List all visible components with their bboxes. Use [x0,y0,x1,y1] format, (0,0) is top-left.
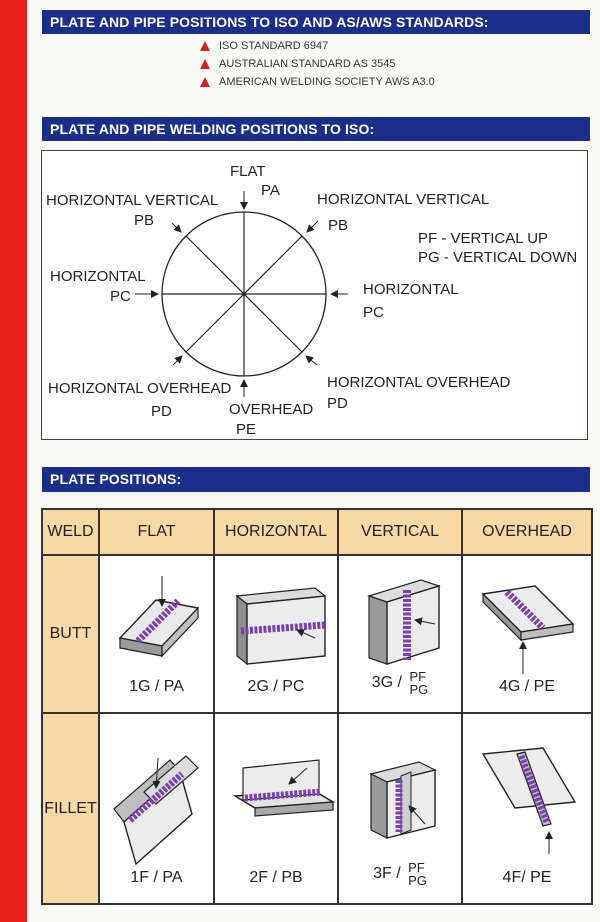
standard-item: AUSTRALIAN STANDARD AS 3545 [200,55,435,73]
caption: 4F/ PE [502,869,552,886]
butt-flat-cell [99,555,214,713]
hv-right-label: HORIZONTAL VERTICAL [317,191,490,208]
caption: 4G / PE [498,678,556,695]
pe-label: PE [236,421,257,438]
standards-banner: PLATE AND PIPE POSITIONS TO ISO AND AS/AWS STANDARDS: [42,10,590,34]
position-diagram [41,150,588,440]
pb-left-label: PB [134,212,155,229]
header-horizontal: HORIZONTAL [214,509,338,555]
triangle-bullet-icon [200,41,210,51]
header-flat: FLAT [99,509,214,555]
overhead-label: OVERHEAD [229,401,314,418]
caption: 2F / PB [249,869,303,886]
plate-positions-table [41,508,593,905]
caption: 1G / PA [129,678,184,695]
h-left-label: HORIZONTAL [50,268,146,285]
pc-left-label: PC [110,288,131,305]
pg-text: PG [408,873,427,888]
h-right-label: HORIZONTAL [363,281,459,298]
fillet-vertical-cell [338,713,462,904]
pd-left-label: PD [151,403,172,420]
caption: 2G / PC [247,678,305,695]
header-weld: WELD [42,509,99,555]
legend-pf: PF - VERTICAL UP [418,230,549,247]
standard-item: ISO STANDARD 6947 [200,37,435,55]
ho-right-label: HORIZONTAL OVERHEAD [327,374,511,391]
flat-label: FLAT [230,163,266,180]
fillet-flat-cell [99,713,214,904]
pd-right-label: PD [327,395,348,412]
fillet-overhead-cell [462,713,592,904]
butt-vertical-cell [338,555,462,713]
pg-text: PG [409,682,429,697]
fillet-horizontal-cell [214,713,338,904]
iso-positions-banner: PLATE AND PIPE WELDING POSITIONS TO ISO: [42,117,590,141]
ho-left-label: HORIZONTAL OVERHEAD [48,380,232,397]
standard-item: AMERICAN WELDING SOCIETY AWS A3.0 [200,73,435,91]
standards-list [200,37,435,91]
caption: 3F / PF PG [373,860,427,888]
caption: 3G / PF PG [371,669,429,697]
pa-label: PA [261,182,280,199]
header-overhead: OVERHEAD [462,509,592,555]
header-vertical: VERTICAL [338,509,462,555]
pb-right-label: PB [328,217,349,234]
butt-overhead-cell [462,555,592,713]
butt-horizontal-cell [214,555,338,713]
pc-right-label: PC [363,304,384,321]
legend-pg: PG - VERTICAL DOWN [418,249,578,266]
row-label-butt: BUTT [42,555,99,713]
plate-positions-banner: PLATE POSITIONS: [42,467,590,492]
caption: 1F / PA [130,869,183,886]
pf-text: PF [408,860,425,875]
red-side-bar [0,0,27,922]
triangle-bullet-icon [200,59,210,69]
row-label-fillet: FILLET [42,713,99,904]
pf-text: PF [409,669,427,684]
hv-left-label: HORIZONTAL VERTICAL [46,192,219,209]
triangle-bullet-icon [200,77,210,87]
